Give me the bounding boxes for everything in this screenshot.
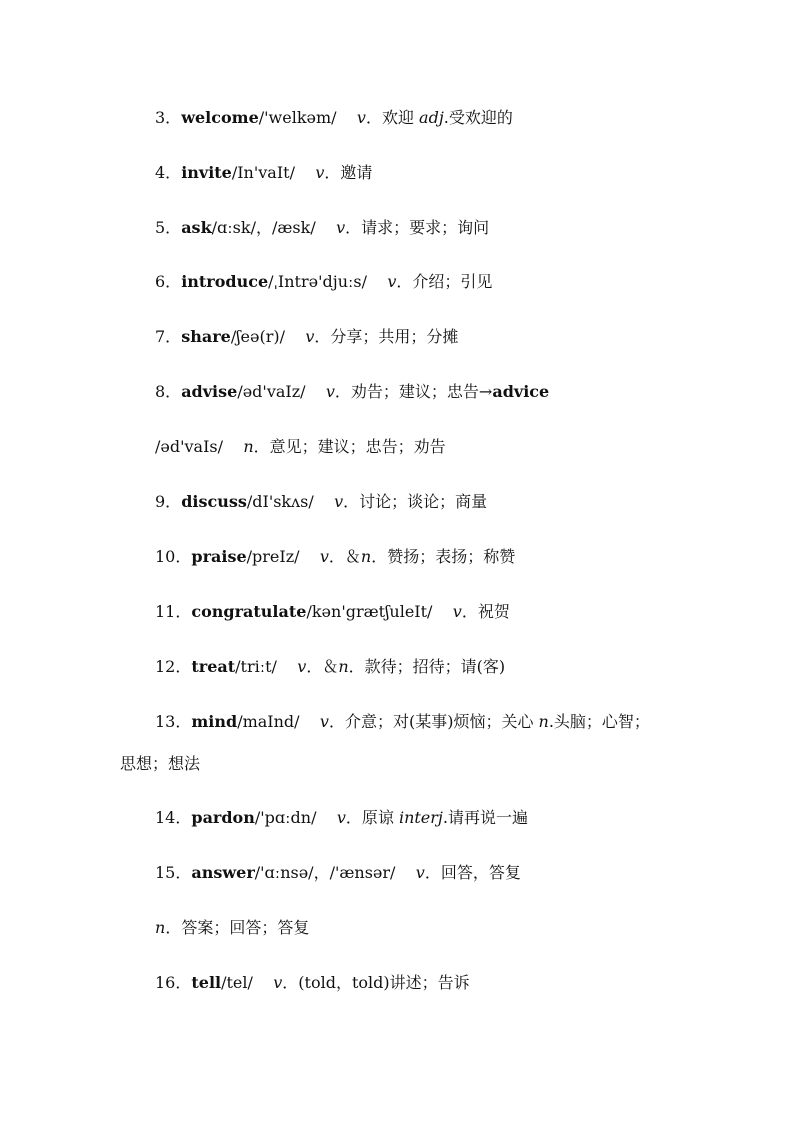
vocab-entry-praise bbox=[155, 547, 515, 567]
entry-number: 6． bbox=[155, 272, 182, 291]
entry-definition: ．＆ bbox=[306, 657, 339, 676]
vocab-entry-mind-continuation bbox=[120, 754, 200, 774]
entry-phonetic: /ˌIntrə'djuːs/ bbox=[268, 272, 367, 291]
entry-phonetic: /əd'vaIs/ bbox=[155, 437, 223, 456]
entry-phonetic: /ɑːsk/，/æsk/ bbox=[211, 218, 316, 237]
entry-word: advise bbox=[181, 382, 238, 401]
entry-pos: n bbox=[155, 918, 166, 937]
vocab-entry-answer-noun bbox=[155, 918, 309, 938]
entry-pos-2: n bbox=[360, 547, 372, 566]
entry-number: 16． bbox=[155, 973, 192, 992]
vocab-entry-share bbox=[155, 327, 458, 347]
entry-definition: ．(told，told)讲述；告诉 bbox=[282, 973, 470, 992]
entry-pos: v bbox=[336, 808, 346, 827]
entry-pos: v bbox=[334, 492, 344, 511]
entry-pos: v bbox=[387, 272, 397, 291]
vocab-entry-invite bbox=[155, 163, 372, 183]
vocab-entry-welcome bbox=[155, 108, 513, 128]
entry-phonetic: /preIz/ bbox=[246, 547, 300, 566]
entry-definition: ．劝告；建议；忠告→ bbox=[334, 382, 493, 401]
entry-phonetic: /ʃeə(r)/ bbox=[230, 327, 286, 346]
entry-related-word: advice bbox=[492, 382, 550, 401]
entry-number: 8． bbox=[155, 382, 182, 401]
entry-number: 13． bbox=[155, 712, 192, 731]
entry-pos: v bbox=[336, 218, 346, 237]
entry-definition: ．分享；共用；分摊 bbox=[314, 327, 459, 346]
entry-definition: ．讨论；谈论；商量 bbox=[343, 492, 488, 511]
entry-pos: n bbox=[243, 437, 254, 456]
vocab-entry-pardon bbox=[155, 808, 528, 828]
entry-pos-2: interj bbox=[398, 808, 443, 827]
entry-phonetic: /dI'skʌs/ bbox=[246, 492, 314, 511]
entry-word: pardon bbox=[191, 808, 255, 827]
entry-word: tell bbox=[191, 973, 222, 992]
entry-number: 4． bbox=[155, 163, 182, 182]
entry-number: 14． bbox=[155, 808, 192, 827]
entry-number: 15． bbox=[155, 863, 192, 882]
entry-number: 7． bbox=[155, 327, 182, 346]
entry-phonetic: /maInd/ bbox=[237, 712, 300, 731]
vocab-entry-introduce bbox=[155, 272, 492, 292]
entry-definition: ．祝贺 bbox=[461, 602, 510, 621]
vocab-entry-mind bbox=[155, 712, 650, 732]
entry-pos-2: n bbox=[338, 657, 349, 676]
entry-pos: v bbox=[325, 382, 335, 401]
entry-definition: ．答案；回答；答复 bbox=[165, 918, 310, 937]
entry-word: introduce bbox=[181, 272, 269, 291]
entry-number: 11． bbox=[155, 602, 192, 621]
vocab-entry-answer bbox=[155, 863, 521, 883]
entry-definition: ．意见；建议；忠告；劝告 bbox=[253, 437, 446, 456]
entry-pos: v bbox=[319, 547, 329, 566]
entry-definition: ．欢迎 bbox=[365, 108, 414, 127]
entry-pos-2: adj bbox=[419, 108, 444, 127]
entry-phonetic: /'pɑːdn/ bbox=[254, 808, 317, 827]
entry-phonetic: /əd'vaIz/ bbox=[237, 382, 306, 401]
entry-word: invite bbox=[181, 163, 232, 182]
entry-definition-2: .请再说一遍 bbox=[442, 808, 528, 827]
entry-phonetic: /'welkəm/ bbox=[258, 108, 337, 127]
entry-phonetic: /In'vaIt/ bbox=[231, 163, 295, 182]
entry-definition: ．原谅 bbox=[345, 808, 399, 827]
entry-definition: ．介绍；引见 bbox=[396, 272, 493, 291]
entry-number: 5． bbox=[155, 218, 182, 237]
entry-definition-2: ．款待；招待；请(客) bbox=[348, 657, 506, 676]
vocab-entry-advice-continuation bbox=[155, 437, 446, 457]
entry-definition: 思想；想法 bbox=[120, 754, 201, 773]
entry-pos: v bbox=[297, 657, 307, 676]
entry-word: welcome bbox=[181, 108, 259, 127]
vocab-entry-discuss bbox=[155, 492, 487, 512]
entry-pos: v bbox=[315, 163, 325, 182]
entry-word: discuss bbox=[181, 492, 247, 511]
entry-definition: ．介意；对(某事)烦恼；关心 bbox=[328, 712, 539, 731]
vocab-entry-tell bbox=[155, 973, 470, 993]
entry-number: 10． bbox=[155, 547, 192, 566]
entry-phonetic: /triːt/ bbox=[235, 657, 277, 676]
entry-word: treat bbox=[191, 657, 236, 676]
entry-pos: v bbox=[415, 863, 425, 882]
entry-word: mind bbox=[191, 712, 238, 731]
entry-pos: v bbox=[273, 973, 283, 992]
entry-pos: v bbox=[356, 108, 366, 127]
entry-definition: ．邀请 bbox=[324, 163, 373, 182]
entry-definition-2: ．赞扬；表扬；称赞 bbox=[371, 547, 516, 566]
entry-phonetic: /'ɑːnsə/，/'ænsər/ bbox=[254, 863, 396, 882]
entry-word: answer bbox=[191, 863, 255, 882]
vocab-entry-advise bbox=[155, 382, 549, 402]
vocab-entry-treat bbox=[155, 657, 505, 677]
entry-pos-2: n bbox=[538, 712, 549, 731]
entry-definition: ．＆ bbox=[328, 547, 361, 566]
entry-definition-2: .头脑；心智； bbox=[548, 712, 650, 731]
entry-number: 12． bbox=[155, 657, 192, 676]
entry-number: 3． bbox=[155, 108, 182, 127]
entry-definition-2: .受欢迎的 bbox=[443, 108, 513, 127]
entry-pos: v bbox=[319, 712, 329, 731]
entry-pos: v bbox=[305, 327, 315, 346]
entry-pos: v bbox=[452, 602, 462, 621]
entry-word: share bbox=[181, 327, 231, 346]
vocab-entry-ask bbox=[155, 218, 489, 238]
entry-word: ask bbox=[181, 218, 212, 237]
entry-phonetic: /kən'grætʃuleIt/ bbox=[306, 602, 433, 621]
entry-definition: ．回答，答复 bbox=[424, 863, 521, 882]
entry-word: congratulate bbox=[191, 602, 307, 621]
entry-word: praise bbox=[191, 547, 247, 566]
entry-definition: ．请求；要求；询问 bbox=[345, 218, 490, 237]
entry-phonetic: /tel/ bbox=[221, 973, 253, 992]
vocab-entry-congratulate bbox=[155, 602, 510, 622]
entry-number: 9． bbox=[155, 492, 182, 511]
